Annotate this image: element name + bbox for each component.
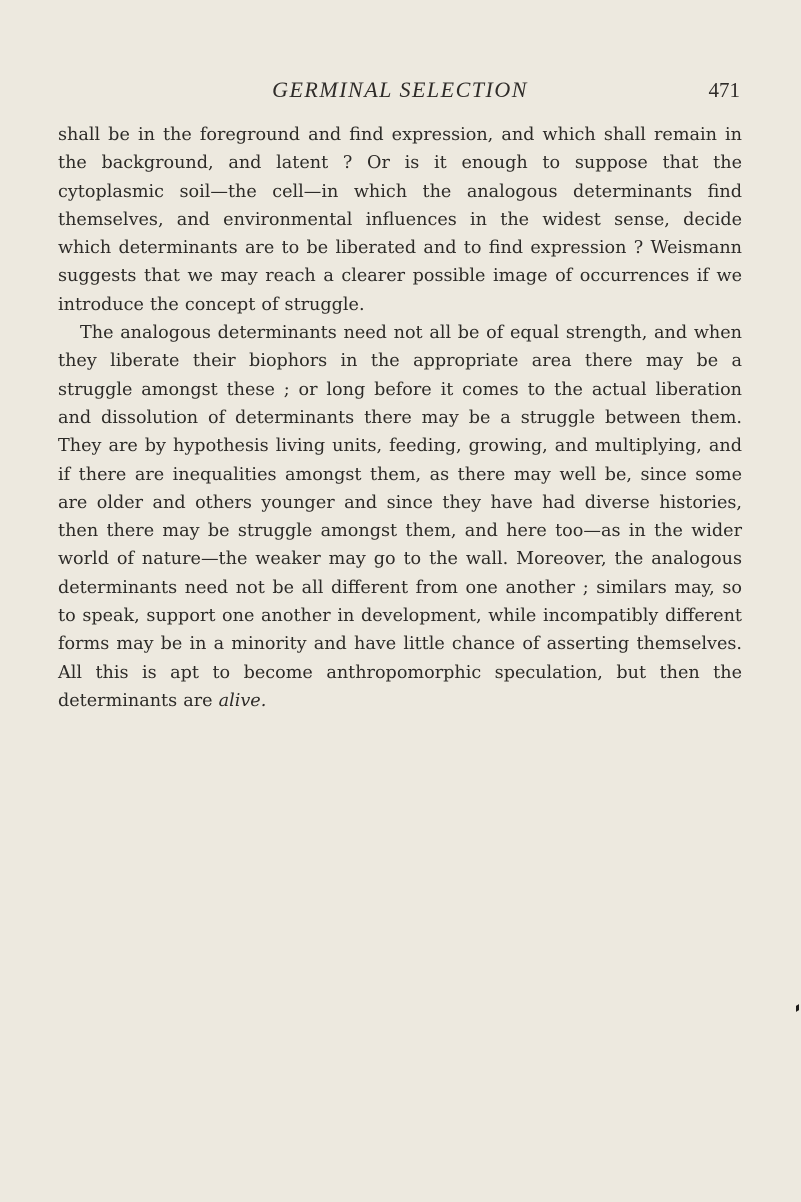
running-title: GERMINAL SELECTION: [272, 77, 528, 102]
paragraph-2-emphasis: alive.: [218, 690, 267, 711]
page-number: 471: [708, 78, 740, 102]
running-head: [58, 74, 742, 108]
paragraph-1: shall be in the foreground and find expression, and which shall remain in the background, and latent ? Or is it enough to suppose that the cytoplasmic soil—the cell—in which the analogous determinants find themselves, and environmental influences in the widest sense, decide which determinants are to be liberated and to find expression ? Weismann suggests that we may reach a clearer possible image of occurrences if we introduce the concept of struggle.: [58, 125, 742, 315]
paragraph-2-text: The analogous determinants need not all be of equal strength, and when they liberate their biophors in the appropriate area there may be a struggle amongst these ; or long before it comes to the actual liberation and dissolution of determinants there may be a struggle between them. They are by hypothesis living units, feeding, growing, and multiplying, and if there are inequalities amongst them, as there may well be, since some are older and others younger and since they have had diverse histories, then there may be struggle amongst them, and here too—as in the wider world of nature—the weaker may go to the wall. Moreover, the analogous determinants need not be all different from one another ; similars may, so to speak, support one another in development, while incompatibly different forms may be in a minority and have little chance of asserting themselves. All this is apt to become anthropomorphic speculation, but then the determinants are: [58, 323, 742, 711]
paragraph-2: [58, 319, 742, 715]
body-text: [58, 121, 742, 715]
page-edge-mark: [796, 1004, 799, 1012]
